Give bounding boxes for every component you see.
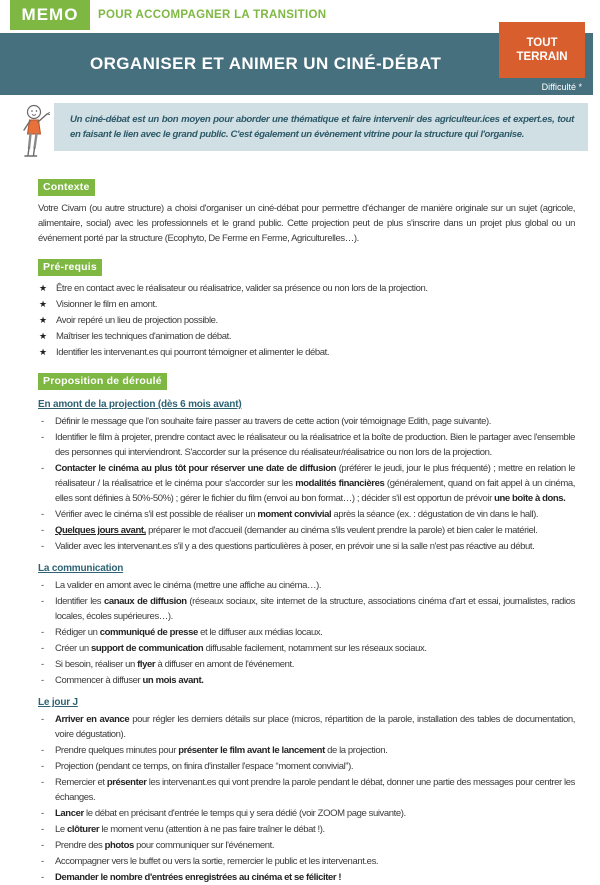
title-band — [0, 33, 593, 95]
dash-bullet-icon: - — [41, 675, 44, 686]
list-item — [38, 641, 575, 656]
list-item-text — [55, 745, 387, 756]
dash-bullet-icon: - — [41, 824, 44, 835]
list-item-text — [55, 643, 427, 654]
text-segment: le moment venu (attention à ne pas faire traîner le débat !). — [99, 824, 325, 835]
text-segment: flyer — [137, 659, 156, 670]
list-item — [38, 507, 575, 522]
text-segment: Prendre des — [55, 840, 105, 851]
prerequis-label-row — [38, 257, 575, 276]
section-label-contexte: Contexte — [38, 179, 95, 196]
text-segment: un mois avant. — [142, 675, 204, 686]
text-segment: Arriver en avance — [55, 714, 130, 725]
dash-bullet-icon: - — [41, 541, 44, 552]
text-segment: à diffuser en amont de l'événement. — [155, 659, 295, 670]
text-segment: canaux de diffusion — [103, 596, 187, 607]
list-item-text — [55, 761, 353, 772]
list-item — [38, 743, 575, 758]
page-header — [0, 0, 600, 95]
text-segment: présenter le film avant le lancement — [178, 745, 325, 756]
list-item — [38, 430, 575, 460]
text-segment: de la projection. — [324, 745, 388, 756]
list-item-text — [55, 777, 575, 803]
text-segment: Le — [55, 824, 68, 835]
text-segment: Quelques jours avant, — [55, 525, 146, 536]
list-item-text: Avoir repéré un lieu de projection possible. — [56, 315, 218, 326]
header-tagline: POUR ACCOMPAGNER LA TRANSITION — [98, 9, 327, 21]
list-item-text — [55, 824, 325, 835]
list-item-text — [55, 659, 294, 670]
dash-bullet-icon: - — [41, 525, 44, 536]
section-label-prerequis: Pré-requis — [38, 259, 102, 276]
dash-bullet-icon: - — [41, 463, 44, 474]
text-segment: Vérifier avec le cinéma s'il est possible de réaliser un — [55, 509, 258, 520]
dash-bullet-icon: - — [41, 643, 44, 654]
prerequis-list — [38, 281, 575, 360]
dash-bullet-icon: - — [41, 714, 44, 725]
text-segment: et le diffuser aux médias locaux. — [197, 627, 323, 638]
text-segment: Définir le message que l'on souhaite faire passer au travers de cette action (voir témoignage Edith, page suivante). — [55, 416, 491, 427]
star-bullet-icon: ★ — [39, 331, 47, 341]
text-segment: Identifier le film à projeter, prendre contact avec le réalisateur ou la réalisatrice et la boîte de production. Bien le partager avec l'ensemble des personnes qui interviendront. S'accorder sur la présence du réalisateur/réalisatrice ou non lors de la projection. — [55, 432, 575, 458]
subheading-jour-j: Le jour J — [38, 697, 78, 708]
list-item — [38, 806, 575, 821]
text-segment: Prendre quelques minutes pour — [55, 745, 179, 756]
intro-section — [0, 103, 600, 164]
list-item-text — [55, 541, 534, 552]
dash-bullet-icon: - — [41, 872, 44, 883]
text-segment: après la séance (ex. : dégustation de vin dans le hall). — [331, 509, 539, 520]
list-item-text — [55, 525, 537, 536]
text-segment: pour régler les derniers détails sur place (micros, répartition de la parole, installation des tables de documentation, voire dégustation). — [55, 714, 575, 740]
list-item-text — [55, 808, 406, 819]
list-item-text — [55, 463, 575, 504]
text-segment: Remercier et — [55, 777, 107, 788]
deroule-label-row — [38, 371, 575, 390]
list-item — [38, 461, 575, 506]
dash-bullet-icon: - — [41, 777, 44, 788]
list-item — [38, 523, 575, 538]
intro-callout — [54, 103, 588, 151]
text-segment: Créer un — [55, 643, 92, 654]
dash-bullet-icon: - — [41, 580, 44, 591]
text-segment: présenter — [106, 777, 147, 788]
subheading-communication: La communication — [38, 563, 124, 574]
list-item-text — [55, 432, 575, 458]
list-item — [38, 539, 575, 554]
text-segment: préparer le mot d'accueil (demander au cinéma s'ils veulent prendre la parole) et bien caler le matériel. — [145, 525, 538, 536]
list-item — [38, 297, 575, 312]
text-segment: Demander le nombre d'entrées enregistrées au cinéma et se féliciter ! — [55, 872, 342, 883]
dash-bullet-icon: - — [41, 856, 44, 867]
star-bullet-icon: ★ — [39, 315, 47, 325]
section-label-deroule: Proposition de déroulé — [38, 373, 167, 390]
text-segment: Contacter le cinéma au plus tôt pour réserver une date de diffusion — [55, 463, 337, 474]
list-item — [38, 673, 575, 688]
list-item — [38, 281, 575, 296]
text-segment: Valider avec les intervenant.es s'il y a des questions particulières à poser, en prévoir une si la salle n'est pas réactive au début. — [55, 541, 535, 552]
list-item-text — [55, 416, 491, 427]
dash-bullet-icon: - — [41, 627, 44, 638]
star-bullet-icon: ★ — [39, 299, 47, 309]
text-segment: diffusable facilement, notamment sur les réseaux sociaux. — [203, 643, 427, 654]
main-content — [38, 177, 575, 885]
text-segment: Lancer — [55, 808, 84, 819]
list-item — [38, 838, 575, 853]
page-title: ORGANISER ET ANIMER UN CINÉ-DÉBAT — [90, 54, 442, 73]
list-item — [38, 414, 575, 429]
list-item — [38, 759, 575, 774]
star-bullet-icon: ★ — [39, 347, 47, 357]
text-segment: Rédiger un — [55, 627, 100, 638]
text-segment: (réseaux sociaux, site internet de la structure, associations cinéma d'art et essai, journalistes, radios locales, écoles supérieures…). — [55, 596, 575, 622]
text-segment: La valider en amont avec le cinéma (mettre une affiche au cinéma…). — [55, 580, 322, 591]
dash-bullet-icon: - — [41, 745, 44, 756]
jour-j-list — [38, 712, 575, 885]
dash-bullet-icon: - — [41, 761, 44, 772]
text-segment: Identifier les — [55, 596, 104, 607]
list-item-text — [55, 509, 538, 520]
list-item — [38, 329, 575, 344]
dash-bullet-icon: - — [41, 416, 44, 427]
list-item-text: Identifier les intervenant.es qui pourront témoigner et alimenter le débat. — [56, 347, 330, 358]
list-item — [38, 775, 575, 805]
list-item — [38, 313, 575, 328]
contexte-label-row — [38, 177, 575, 196]
dash-bullet-icon: - — [41, 808, 44, 819]
text-segment: le débat en précisant d'entrée le temps qui y sera dédié (voir ZOOM page suivante). — [83, 808, 406, 819]
list-item — [38, 854, 575, 869]
text-segment: support de communication — [91, 643, 204, 654]
text-segment: Commencer à diffuser — [55, 675, 143, 686]
stick-figure-mascot-icon — [14, 103, 52, 164]
list-item-text — [55, 580, 321, 591]
list-item-text — [55, 714, 575, 740]
memo-logo: MEMO — [10, 0, 90, 30]
list-item — [38, 870, 575, 885]
dash-bullet-icon: - — [41, 840, 44, 851]
list-item — [38, 625, 575, 640]
communication-list — [38, 578, 575, 688]
dash-bullet-icon: - — [41, 432, 44, 443]
list-item — [38, 578, 575, 593]
list-item-text — [55, 627, 322, 638]
contexte-paragraph: Votre Civam (ou autre structure) a choisi d'organiser un ciné-débat pour permettre d'échanger de manière originale sur un sujet (agricole, alimentaire, social) avec les professionnels et le grand public. Cette projection peut de plus s'inscrire dans un projet plus global ou un événement porté par la structure (Ecophyto, De Ferme en Ferme, Agriculturelles…). — [38, 203, 575, 244]
text-segment: Projection (pendant ce temps, on finira d'installer l'espace “moment convivial”). — [55, 761, 354, 772]
list-item — [38, 712, 575, 742]
list-item-text — [55, 840, 274, 851]
text-segment: photos — [104, 840, 134, 851]
list-item-text — [55, 872, 341, 883]
list-item-text: Maîtriser les techniques d'animation de débat. — [56, 331, 232, 342]
text-segment: Si besoin, réaliser un — [55, 659, 138, 670]
text-segment: les intervenant.es qui vont prendre la parole pendant le débat, donner une partie des messages pour centrer les échanges. — [55, 777, 575, 803]
text-segment: moment convivial — [257, 509, 332, 520]
text-segment: pour communiquer sur l'événement. — [133, 840, 275, 851]
subheading-en-amont: En amont de la projection (dès 6 mois avant) — [38, 399, 242, 410]
text-segment: une boîte à dons. — [494, 493, 566, 504]
list-item-text: Visionner le film en amont. — [56, 299, 157, 310]
dash-bullet-icon: - — [41, 509, 44, 520]
star-bullet-icon: ★ — [39, 283, 47, 293]
badge-label: TOUT TERRAIN — [516, 37, 568, 63]
text-segment: clôturer — [67, 824, 100, 835]
dash-bullet-icon: - — [41, 596, 44, 607]
text-segment: modalités financières — [295, 478, 385, 489]
list-item-text — [55, 675, 203, 686]
text-segment: (préférer le jeudi, jour le plus fréquenté) ; mettre en relation le réalisateur / la réalisatrice et le cinéma pour s'accorder sur les — [55, 463, 576, 489]
list-item-text — [55, 596, 575, 622]
list-item-text — [55, 856, 378, 867]
list-item — [38, 594, 575, 624]
text-segment: Accompagner vers le buffet ou vers la sortie, remercier le public et les intervenant.es. — [55, 856, 379, 867]
en-amont-list — [38, 414, 575, 554]
list-item-text: Être en contact avec le réalisateur ou réalisatrice, valider sa présence ou non lors de la projection. — [56, 283, 428, 294]
text-segment: (généralement, quand on fait appel à un cinéma, elles sont définies à 50%-50%) ; gérer le fichier du film (envoi au bon format…) ; décider s'il est opportun de prévoir — [55, 478, 575, 504]
intro-text: Un ciné-débat est un bon moyen pour aborder une thématique et faire intervenir des agriculteur.ices et expert.es, tout en faisant le lien avec le grand public. C'est également un évènement vitrine pour la structure qui l'organise. — [70, 114, 574, 140]
dash-bullet-icon: - — [41, 659, 44, 670]
list-item — [38, 822, 575, 837]
difficulty-label: Difficulté * — [541, 82, 582, 92]
list-item — [38, 657, 575, 672]
list-item — [38, 345, 575, 360]
tout-terrain-badge — [499, 22, 585, 78]
text-segment: communiqué de presse — [99, 627, 198, 638]
